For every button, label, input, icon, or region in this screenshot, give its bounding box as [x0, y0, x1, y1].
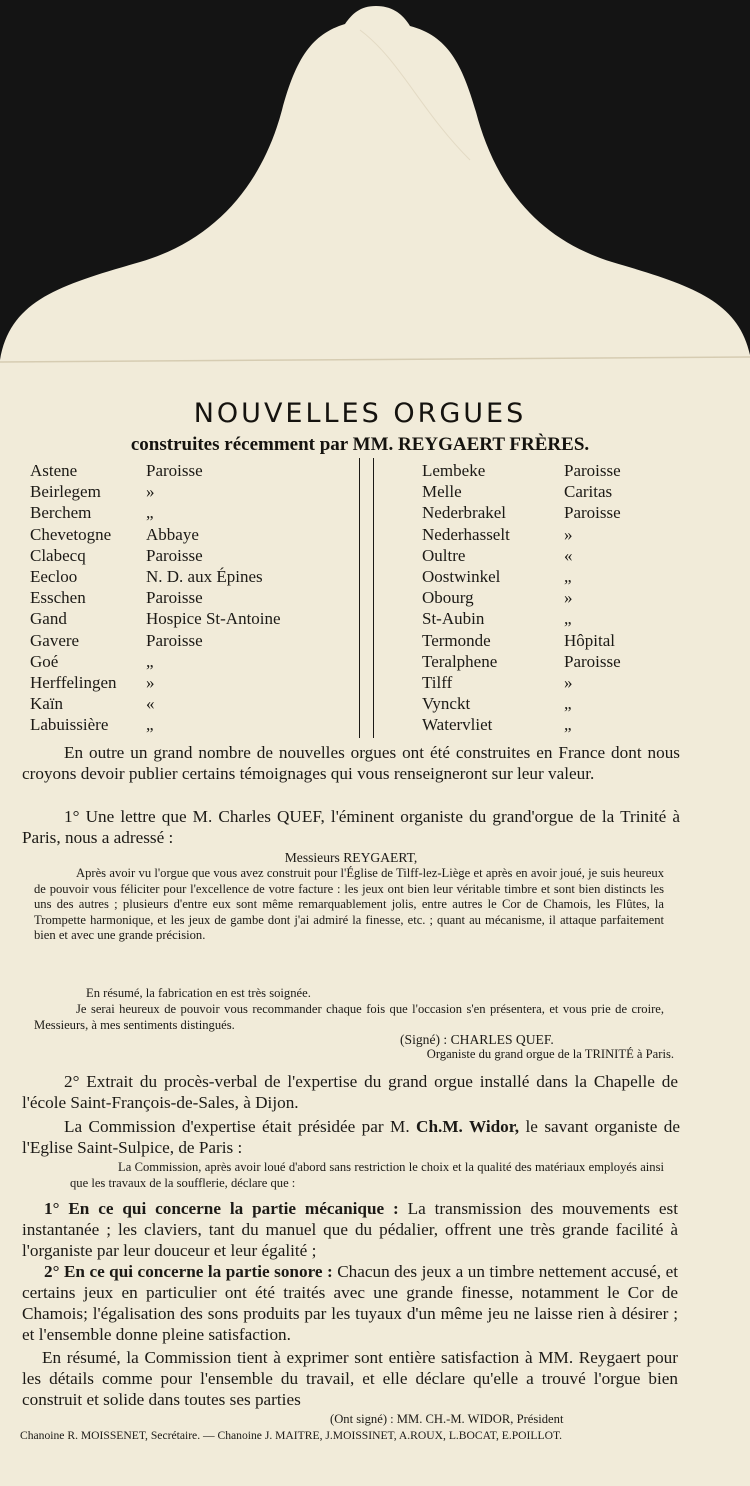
institution-name: Hôpital [564, 630, 615, 650]
sonorous-point-text: Chacun des jeux a un timbre nettement accusé, et certains jeux en particulier ont été traités avec une grande finesse, notamment le Cor de Chamois; l'égalisation des sons produits par les tuyaux d'un même jeu ne laisse rien à désirer ; et l'ensemble donne pleine satisfaction. [22, 1262, 678, 1344]
place-name: Labuissière [30, 715, 109, 735]
institution-name: Caritas [564, 482, 613, 502]
institution-name: „ [564, 566, 572, 586]
place-name: Kaïn [30, 694, 64, 714]
list-item [422, 502, 722, 523]
page-title: NOUVELLES ORGUES [193, 398, 527, 429]
list-item [422, 693, 722, 714]
place-name: Beirlegem [30, 482, 101, 502]
right-organ-list [422, 460, 722, 735]
letter-paragraph-2: En résumé, la fabrication en est très soignée. [86, 986, 311, 1000]
institution-name: » [564, 588, 573, 608]
place-name: Oultre [422, 545, 466, 565]
list-item [422, 524, 722, 545]
place-name: Oostwinkel [422, 566, 501, 586]
institution-name: Abbaye [146, 524, 199, 544]
institution-name: Paroisse [146, 630, 203, 650]
institution-name: » [146, 482, 155, 502]
institution-name: « [146, 694, 155, 714]
institution-name: Hospice St-Antoine [146, 609, 281, 629]
item-1-paragraph: 1° Une lettre que M. Charles QUEF, l'éminent organiste du grand'orgue de la Trinité à Paris, nous a adressé : [22, 807, 680, 847]
place-name: Berchem [30, 503, 92, 523]
sonorous-point [22, 1261, 678, 1345]
place-name: Lembeke [422, 461, 486, 480]
list-item [422, 651, 722, 672]
commission-declaration: La Commission, après avoir loué d'abord sans restriction le choix et la qualité des matériaux employés ainsi que les travaux de la soufflerie, déclare que : [70, 1160, 664, 1190]
sonorous-point-label: 2° En ce qui concerne la partie sonore : [44, 1262, 333, 1281]
list-item [422, 630, 722, 651]
institution-name: N. D. aux Épines [146, 566, 263, 586]
list-item [30, 714, 350, 735]
list-item [30, 651, 350, 672]
list-item [422, 587, 722, 608]
place-name: Eecloo [30, 566, 78, 586]
letter-paragraph-1: Après avoir vu l'orgue que vous avez construit pour l'Église de Tilff-lez-Liège et après en avoir joué, je suis heureux de pouvoir vous féliciter pour l'excellence de votre facture : les jeux ont bien leur véritable timbre et sont bien distincts les uns des autres ; plusieurs d'entre eux sont même remarquablement jolis, entre autres le Cor de Chamois, les Flûtes, la Trompette harmonique, et les jeux de gambe dont j'ai admiré la finesse, etc. ; quant au mécanisme, il attaque parfaitement bien et avec une grande précision. [34, 866, 664, 943]
list-item [30, 608, 350, 629]
place-name: Gavere [30, 630, 80, 650]
place-name: St-Aubin [422, 609, 485, 629]
signed-line: (Ont signé) : MM. CH.-M. WIDOR, Président [330, 1412, 564, 1426]
place-name: Chevetogne [30, 524, 112, 544]
commission-president-name: Ch.M. Widor, [416, 1117, 520, 1136]
list-item [422, 714, 722, 735]
place-name: Melle [422, 482, 462, 502]
institution-name: „ [564, 694, 572, 714]
institution-name: » [146, 672, 155, 692]
mechanical-point-label: 1° En ce qui concerne la partie mécanique : [44, 1199, 399, 1218]
institution-name: Paroisse [564, 503, 621, 523]
list-item [422, 545, 722, 566]
mechanical-point [22, 1198, 678, 1261]
list-item [30, 587, 350, 608]
letter-salutation: Messieurs REYGAERT, [284, 850, 418, 865]
place-name: Nederbrakel [422, 503, 507, 523]
list-item [30, 460, 350, 481]
list-item [30, 566, 350, 587]
institution-name: Paroisse [146, 461, 203, 480]
intro-paragraph: En outre un grand nombre de nouvelles orgues ont été construites en France dont nous croyons devoir publier certains témoignages qui vous renseigneront sur leur valeur. [22, 743, 680, 783]
list-item [422, 566, 722, 587]
list-item [30, 630, 350, 651]
institution-name: Paroisse [564, 461, 621, 480]
list-item [30, 545, 350, 566]
mechanical-point-text: La transmission des mouvements est instantanée ; les claviers, tant du manuel que du pédalier, offrent une très grande facilité à l'organiste par leur douceur et leur égalité ; [22, 1199, 678, 1260]
list-item [30, 524, 350, 545]
institution-name: „ [564, 609, 572, 629]
place-name: Teralphene [422, 651, 498, 671]
place-name: Vynckt [422, 694, 471, 714]
institution-name: Paroisse [564, 651, 621, 671]
list-item [30, 693, 350, 714]
place-name: Goé [30, 651, 59, 671]
place-name: Esschen [30, 588, 86, 608]
place-name: Clabecq [30, 545, 86, 565]
place-name: Herffelingen [30, 672, 117, 692]
letter-signature-title: Organiste du grand orgue de la TRINITÉ à Paris. [426, 1047, 674, 1061]
list-item [422, 672, 722, 693]
place-name: Tilff [422, 672, 453, 692]
institution-name: » [564, 672, 573, 692]
signatories-line: Chanoine R. MOISSENET, Secrétaire. — Chanoine J. MAITRE, J.MOISSINET, A.ROUX, L.BOCAT, E.POILLOT. [20, 1429, 563, 1442]
place-name: Obourg [422, 588, 474, 608]
place-name: Watervliet [422, 715, 493, 735]
institution-name: „ [146, 715, 154, 735]
column-divider-right [373, 458, 374, 738]
page-subtitle: construites récemment par MM. REYGAERT FRÈRES. [130, 434, 590, 455]
list-item [422, 608, 722, 629]
summary-paragraph: En résumé, la Commission tient à exprimer sont entière satisfaction à MM. Reygaert pour les détails comme pour l'ensemble du travail, et elle déclare qu'elle a trouvé l'orgue bien construit et solide dans toutes ses parties [22, 1348, 678, 1409]
list-item [422, 460, 722, 481]
left-organ-list [30, 460, 350, 735]
list-item [422, 481, 722, 502]
institution-name: „ [146, 651, 154, 671]
item-2-paragraph: 2° Extrait du procès-verbal de l'expertise du grand orgue installé dans la Chapelle de l'école Saint-François-de-Sales, à Dijon. [22, 1072, 678, 1112]
place-name: Nederhasselt [422, 524, 510, 544]
letter-signature: (Signé) : CHARLES QUEF. [400, 1032, 554, 1047]
commission-text-before: La Commission d'expertise était présidée par M. [64, 1117, 417, 1136]
list-item [30, 481, 350, 502]
institution-name: Paroisse [146, 545, 203, 565]
commission-paragraph [22, 1116, 680, 1158]
column-divider-left [359, 458, 360, 738]
list-item [30, 672, 350, 693]
institution-name: » [564, 524, 573, 544]
place-name: Astene [30, 461, 78, 480]
place-name: Gand [30, 609, 67, 629]
institution-name: „ [564, 715, 572, 735]
commission-text-after: le savant organiste de l'Eglise Saint-Sulpice, de Paris : [22, 1117, 680, 1157]
institution-name: « [564, 545, 573, 565]
place-name: Termonde [422, 630, 491, 650]
list-item [30, 502, 350, 523]
institution-name: „ [146, 503, 154, 523]
letter-paragraph-3: Je serai heureux de pouvoir vous recommander chaque fois que l'occasion s'en présentera, et vous prie de croire, Messieurs, à mes sentiments distingués. [34, 1002, 664, 1032]
institution-name: Paroisse [146, 588, 203, 608]
